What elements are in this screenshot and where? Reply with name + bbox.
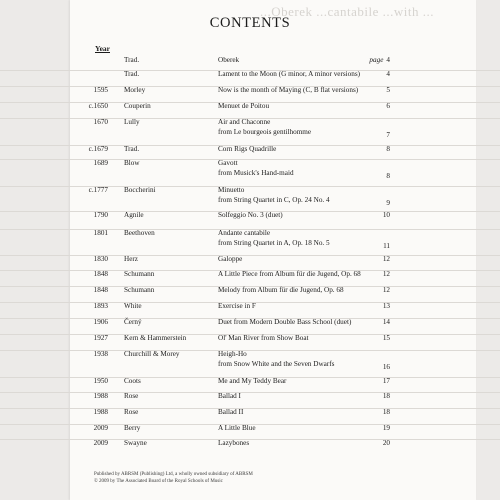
entry-page-number: 16 xyxy=(382,363,390,371)
entry-composer: Couperin xyxy=(124,102,151,110)
entry-title-block xyxy=(218,229,388,248)
entry-composer: Morley xyxy=(124,86,146,94)
contents-row xyxy=(0,270,500,287)
entry-source: from String Quartet in C, Op. 24 No. 4 xyxy=(218,195,330,204)
entry-page-number: 12 xyxy=(382,255,390,263)
entry-composer: Beethoven xyxy=(124,229,155,237)
entry-page-number: 8 xyxy=(386,172,390,180)
entry-source: from Musick's Hand-maid xyxy=(218,168,294,177)
entry-page-cell xyxy=(386,102,390,112)
entry-composer: Trad. xyxy=(124,56,140,64)
entry-composer: Berry xyxy=(124,424,141,432)
entry-page-number: 18 xyxy=(382,392,390,400)
entry-composer: Kern & Hammerstein xyxy=(124,334,187,342)
year-column-header: Year xyxy=(95,44,110,53)
entry-composer: Lully xyxy=(124,118,140,126)
entry-page-cell xyxy=(386,131,390,141)
entry-page-cell xyxy=(386,199,390,209)
entry-page-cell xyxy=(383,211,390,221)
contents-row xyxy=(0,424,500,440)
contents-row xyxy=(0,302,500,319)
contents-row xyxy=(0,145,500,160)
entry-page-cell xyxy=(383,334,390,344)
entry-composer: Coots xyxy=(124,377,141,385)
entry-page-number: 11 xyxy=(383,242,390,250)
entry-title: A Little Blue xyxy=(218,424,256,432)
entry-page-number: 4 xyxy=(386,56,390,64)
entry-composer: Blow xyxy=(124,159,140,167)
entry-page-cell xyxy=(383,408,390,418)
entry-title-block xyxy=(218,211,388,221)
entry-title-block xyxy=(218,350,388,369)
entry-title-block xyxy=(218,86,388,96)
entry-title: Corn Rigs Quadrille xyxy=(218,145,277,153)
entry-page-cell xyxy=(383,302,390,312)
entry-page-cell xyxy=(383,242,390,252)
contents-row xyxy=(0,86,500,103)
entry-page-number: 15 xyxy=(382,334,390,342)
entry-composer: Boccherini xyxy=(124,186,156,194)
entry-page-cell xyxy=(386,70,390,80)
entry-title: Ballad I xyxy=(218,392,241,400)
entry-title-block xyxy=(218,392,388,402)
contents-row xyxy=(0,159,500,187)
entry-page-number: 13 xyxy=(382,302,390,310)
entry-year: 1906 xyxy=(93,318,108,326)
entry-composer: Černý xyxy=(124,318,142,326)
contents-row xyxy=(0,377,500,393)
entry-page-number: 19 xyxy=(382,424,390,432)
bleed-through-text: ...Oberek ...cantabile ...with ... xyxy=(260,4,435,19)
entry-title: Ballad II xyxy=(218,408,244,416)
entry-page-cell xyxy=(383,392,390,402)
entry-title: Melody from Album für die Jugend, Op. 68 xyxy=(218,286,344,294)
contents-row xyxy=(0,118,500,146)
entry-title: Air and Chaconne xyxy=(218,118,271,126)
entry-composer: Rose xyxy=(124,408,139,416)
entry-title-block xyxy=(218,424,388,434)
entry-title-block xyxy=(218,159,388,178)
contents-row xyxy=(0,56,500,71)
entry-title: Galoppe xyxy=(218,255,243,263)
entry-page-cell xyxy=(383,377,390,387)
entry-year: 1988 xyxy=(93,408,108,416)
entry-title: Ol' Man River from Show Boat xyxy=(218,334,309,342)
entry-title-block xyxy=(218,70,388,80)
contents-row xyxy=(0,229,500,256)
contents-row xyxy=(0,439,500,453)
entry-page-number: 5 xyxy=(386,86,390,94)
entry-page-cell xyxy=(383,255,390,265)
contents-row xyxy=(0,102,500,119)
entry-title-block xyxy=(218,318,388,328)
entry-year: 1927 xyxy=(93,334,108,342)
entry-year: 1801 xyxy=(93,229,108,237)
entry-composer: Rose xyxy=(124,392,139,400)
entry-page-cell xyxy=(386,145,390,155)
entry-title: Oberek xyxy=(218,56,240,64)
entry-year: c.1777 xyxy=(88,186,108,194)
contents-row xyxy=(0,392,500,409)
entry-page-number: 6 xyxy=(386,102,390,110)
entry-title-block xyxy=(218,255,388,265)
entry-page-cell xyxy=(383,424,390,434)
footer-copyright-line: © 2009 by The Associated Board of the Royal Schools of Music xyxy=(94,479,223,484)
entry-year: 1848 xyxy=(93,286,108,294)
entry-composer: Churchill & Morey xyxy=(124,350,180,358)
entry-title: Lazybones xyxy=(218,439,250,447)
entry-page-number: 7 xyxy=(386,131,390,139)
entry-composer: Schumann xyxy=(124,270,155,278)
entry-page-number: 8 xyxy=(386,145,390,153)
entry-page-number: 10 xyxy=(382,211,390,219)
entry-year: 1595 xyxy=(93,86,108,94)
entry-year: c.1679 xyxy=(88,145,108,153)
entry-title: A Little Piece from Album für die Jugend, Op. 68 xyxy=(218,270,361,278)
publisher-footer xyxy=(94,471,253,485)
contents-row xyxy=(0,318,500,335)
entry-title: Lament to the Moon (G minor, A minor versions) xyxy=(218,70,361,78)
entry-year: 2009 xyxy=(93,424,108,432)
entry-page-number: 17 xyxy=(382,377,390,385)
entry-title-block xyxy=(218,408,388,418)
entry-composer: Trad. xyxy=(124,70,140,78)
entry-title-block xyxy=(218,439,388,449)
entry-composer: Swayne xyxy=(124,439,147,447)
entry-year: 1893 xyxy=(93,302,108,310)
entry-title-block xyxy=(218,302,388,312)
entry-title: Duet from Modern Double Bass School (duet) xyxy=(218,318,352,326)
entry-composer: Herz xyxy=(124,255,138,263)
entry-page-number: 12 xyxy=(382,270,390,278)
entry-title-block xyxy=(218,145,388,155)
entry-title-block xyxy=(218,186,388,205)
entry-page-cell xyxy=(386,172,390,182)
entry-page-number: 18 xyxy=(382,408,390,416)
entry-source: from Le bourgeois gentilhomme xyxy=(218,127,312,136)
contents-row xyxy=(0,70,500,87)
entry-composer: Schumann xyxy=(124,286,155,294)
page-title: CONTENTS xyxy=(209,15,291,31)
entry-page-cell xyxy=(383,270,390,280)
entry-page-cell xyxy=(383,363,390,373)
entry-title: Me and My Teddy Bear xyxy=(218,377,287,385)
entry-title: Exercise in F xyxy=(218,302,256,310)
entry-page-number: 12 xyxy=(382,286,390,294)
entry-page-cell xyxy=(383,286,390,296)
entry-title-block xyxy=(218,286,388,296)
entry-title: Andante cantabile xyxy=(218,229,271,237)
contents-row xyxy=(0,211,500,230)
entry-page-cell xyxy=(383,439,390,449)
entry-title: Menuet de Poitou xyxy=(218,102,270,110)
entry-title: Now is the month of Maying (C, B flat versions) xyxy=(218,86,359,94)
entry-title-block xyxy=(218,270,388,280)
contents-row xyxy=(0,334,500,351)
entry-title-block xyxy=(218,118,388,137)
entry-composer: White xyxy=(124,302,142,310)
entry-page-number: 4 xyxy=(386,70,390,78)
entry-page-number: 20 xyxy=(382,439,390,447)
entry-title: Solfeggio No. 3 (duet) xyxy=(218,211,283,219)
entry-composer: Agnile xyxy=(124,211,144,219)
entry-title: Gavott xyxy=(218,159,238,167)
entry-title-block xyxy=(218,377,388,387)
contents-row xyxy=(0,255,500,271)
entry-page-number: 9 xyxy=(386,199,390,207)
entry-composer: Trad. xyxy=(124,145,140,153)
entry-page-number: 14 xyxy=(382,318,390,326)
entry-title: Minuetto xyxy=(218,186,245,194)
entry-year: 1950 xyxy=(93,377,108,385)
entry-source: from String Quartet in A, Op. 18 No. 5 xyxy=(218,238,330,247)
contents-row xyxy=(0,186,500,212)
contents-row xyxy=(0,286,500,303)
entry-page-cell xyxy=(383,318,390,328)
entry-year: 1988 xyxy=(93,392,108,400)
entry-title-block xyxy=(218,102,388,112)
contents-row xyxy=(0,350,500,378)
entry-year: 2009 xyxy=(93,439,108,447)
entry-year: c.1650 xyxy=(88,102,108,110)
contents-row xyxy=(0,408,500,425)
footer-publisher-line: Published by ABRSM (Publishing) Ltd, a wholly owned subsidiary of ABRSM xyxy=(94,472,253,477)
entry-page-cell xyxy=(386,86,390,96)
entry-page-cell xyxy=(369,56,390,66)
entry-year: 1689 xyxy=(93,159,108,167)
entry-year: 1848 xyxy=(93,270,108,278)
entry-year: 1830 xyxy=(93,255,108,263)
entry-year: 1790 xyxy=(93,211,108,219)
entry-source: from Snow White and the Seven Dwarfs xyxy=(218,359,335,368)
entry-year: 1670 xyxy=(93,118,108,126)
entry-title-block xyxy=(218,334,388,344)
page-label: page xyxy=(369,56,384,64)
entry-title-block xyxy=(218,56,388,66)
entry-year: 1938 xyxy=(93,350,108,358)
entry-title: Heigh-Ho xyxy=(218,350,247,358)
